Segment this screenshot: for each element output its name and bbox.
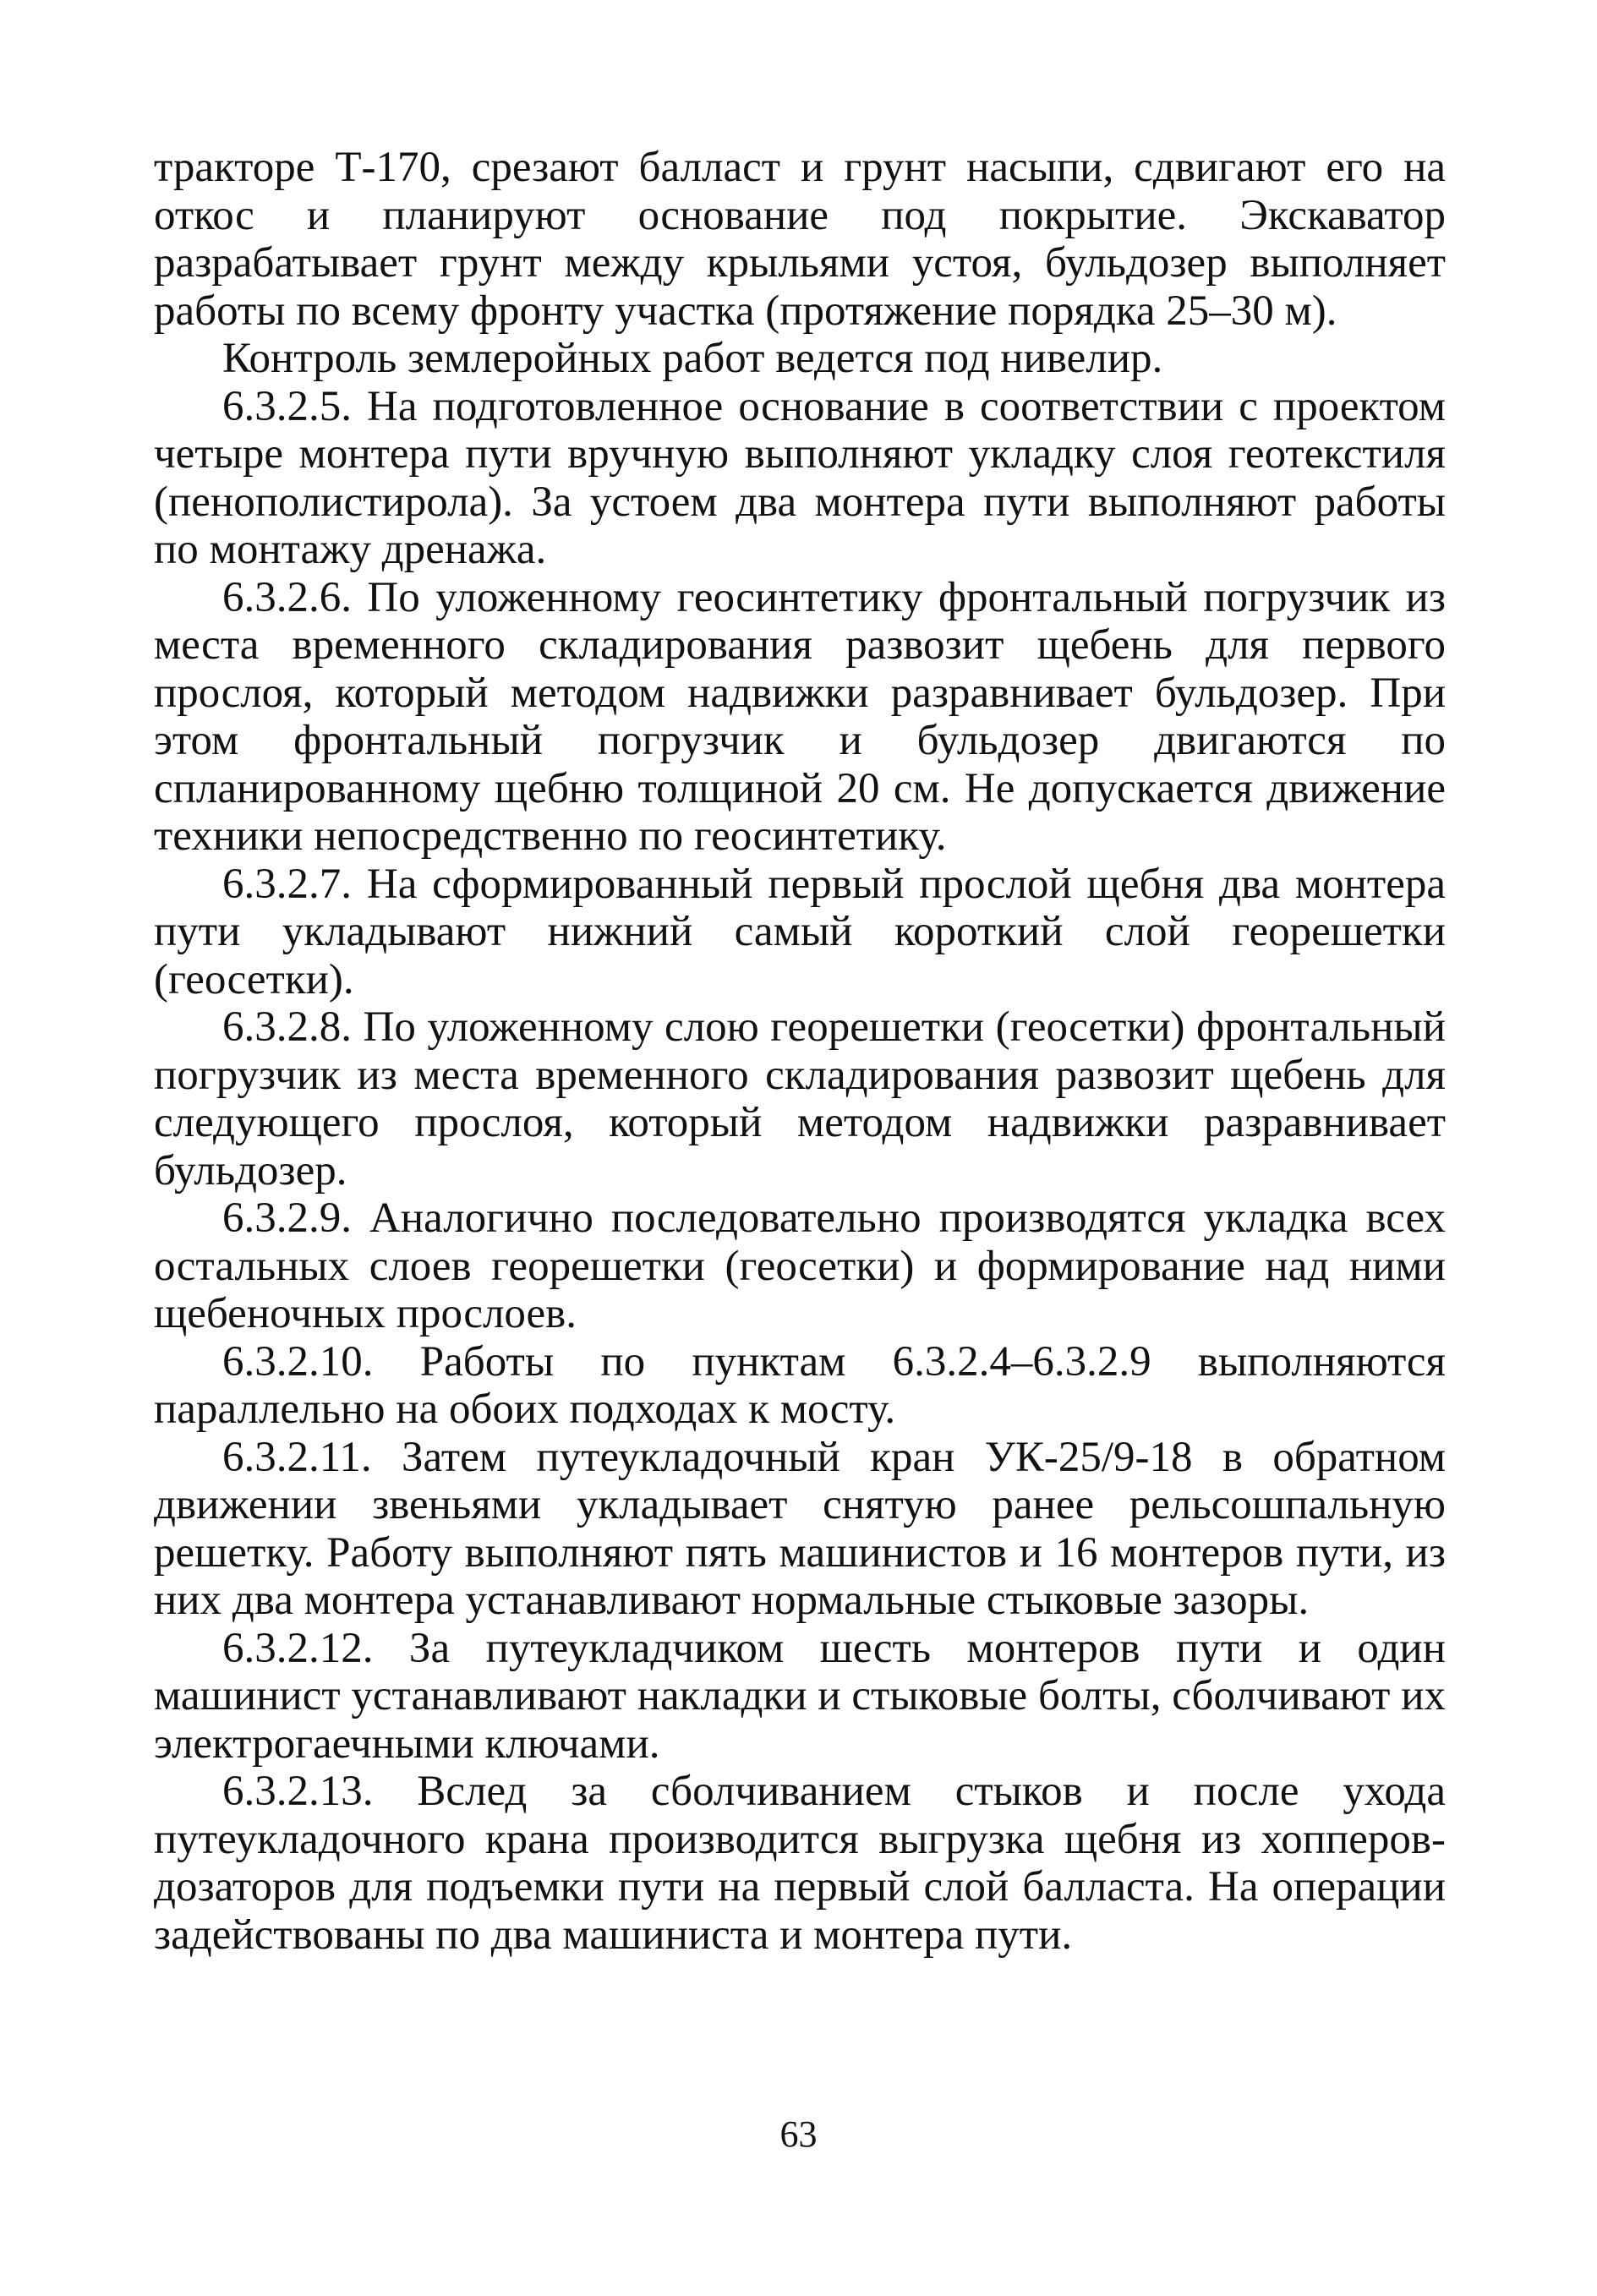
paragraph-6-3-2-6: 6.3.2.6. По уложенному геосинтетику фронтальный погрузчик из места временного складирования развозит щебень для первого прослоя, который методом надвижки разравнивает бульдозер. При этом фронтальный погрузчик и бульдозер двигаются по спланированному щебню толщиной 20 см. Не допускается движение техники непосредственно по геосинтетику. bbox=[154, 573, 1446, 860]
paragraph-continuation: тракторе Т-170, срезают балласт и грунт насыпи, сдвигают его на откос и планируют основание под покрытие. Экскаватор разрабатывает грунт между крыльями устоя, бульдозер выполняет работы по всему фронту участка (протяжение порядка 25–30 м). bbox=[154, 144, 1446, 335]
page-number: 63 bbox=[779, 2113, 818, 2155]
paragraph-6-3-2-10: 6.3.2.10. Работы по пунктам 6.3.2.4–6.3.2.9 выполняются параллельно на обоих подходах к мосту. bbox=[154, 1337, 1446, 1433]
paragraph-6-3-2-13: 6.3.2.13. Вслед за сболчиванием стыков и после ухода путеукладочного крана производится выгрузка щебня из хопперов-дозаторов для подъемки пути на первый слой балласта. На операции задействованы по два машиниста и монтера пути. bbox=[154, 1768, 1446, 1959]
paragraph-6-3-2-7: 6.3.2.7. На сформированный первый прослой щебня два монтера пути укладывают нижний самый короткий слой георешетки (геосетки). bbox=[154, 860, 1446, 1003]
paragraph-6-3-2-9: 6.3.2.9. Аналогично последовательно производятся укладка всех остальных слоев георешетки (геосетки) и формирование над ними щебеночных прослоев. bbox=[154, 1194, 1446, 1337]
paragraph-6-3-2-8: 6.3.2.8. По уложенному слою георешетки (геосетки) фронтальный погрузчик из места временного складирования развозит щебень для следующего прослоя, который методом надвижки разравнивает бульдозер. bbox=[154, 1003, 1446, 1194]
paragraph-6-3-2-5: 6.3.2.5. На подготовленное основание в соответствии с проектом четыре монтера пути вручную выполняют укладку слоя геотекстиля (пенополистирола). За устоем два монтера пути выполняют работы по монтажу дренажа. bbox=[154, 382, 1446, 573]
body-text bbox=[154, 144, 1446, 1959]
paragraph-6-3-2-11: 6.3.2.11. Затем путеукладочный кран УК-25/9-18 в обратном движении звеньями укладывает снятую ранее рельсошпальную решетку. Работу выполняют пять машинистов и 16 монтеров пути, из них два монтера устанавливают нормальные стыковые зазоры. bbox=[154, 1433, 1446, 1624]
paragraph-6-3-2-12: 6.3.2.12. За путеукладчиком шесть монтеров пути и один машинист устанавливают накладки и стыковые болты, сболчивают их электрогаечными ключами. bbox=[154, 1624, 1446, 1768]
paragraph-earthwork-control: Контроль землеройных работ ведется под нивелир. bbox=[222, 335, 1163, 382]
